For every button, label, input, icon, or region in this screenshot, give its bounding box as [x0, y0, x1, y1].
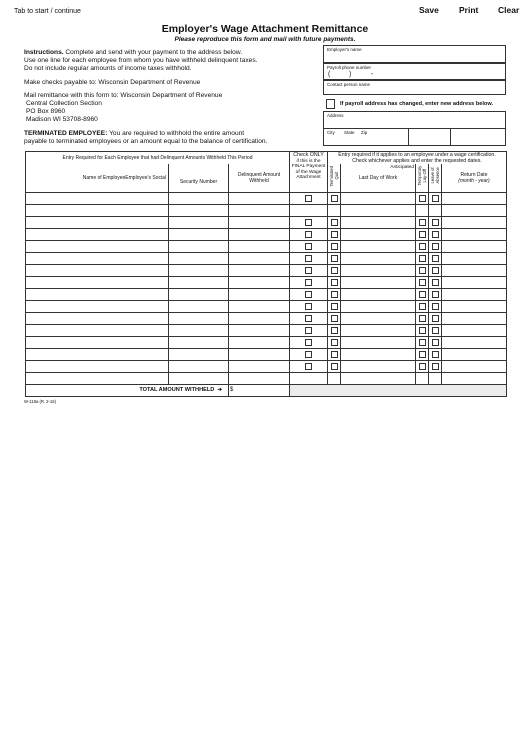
amount-input[interactable]: [229, 336, 290, 348]
lastday-input[interactable]: [341, 240, 416, 252]
leave-checkbox[interactable]: [432, 327, 439, 334]
return-input[interactable]: [442, 192, 507, 204]
final-checkbox[interactable]: [305, 327, 312, 334]
instructions-text: Complete and send with your payment to the address below.: [63, 49, 243, 56]
phone-dash: -: [371, 71, 374, 78]
terminated-cell: [328, 240, 341, 252]
instructions-line2: Use one line for each employee from whom you have withheld delinquent taxes.: [24, 57, 258, 64]
return-input[interactable]: [442, 324, 507, 336]
layoff-cell: [416, 228, 429, 240]
return-input[interactable]: [442, 276, 507, 288]
table-row: [26, 204, 507, 216]
employer-name-field[interactable]: [323, 45, 506, 63]
name-input[interactable]: [26, 312, 169, 324]
leave-cell: [429, 288, 442, 300]
leave-cell: [429, 348, 442, 360]
terminated-cell: [328, 324, 341, 336]
ssn-input[interactable]: [169, 300, 229, 312]
amount-input[interactable]: [229, 312, 290, 324]
layoff-cell: [416, 372, 429, 384]
leave-checkbox[interactable]: [432, 219, 439, 226]
layoff-checkbox[interactable]: [419, 291, 426, 298]
table-row: [26, 348, 507, 360]
return-input[interactable]: [442, 360, 507, 372]
name-input[interactable]: [26, 360, 169, 372]
address-changed-label: If payroll address has changed, enter new address below.: [340, 101, 494, 107]
right-header-line1: Entry required if it applies to an employee under a wage certification.: [338, 152, 496, 158]
lastday-input[interactable]: [341, 372, 416, 384]
layoff-checkbox[interactable]: [419, 219, 426, 226]
terminated-line1: [24, 130, 244, 138]
lastday-input[interactable]: [341, 216, 416, 228]
name-input[interactable]: [26, 324, 169, 336]
col-ssn-label-1: Employee's Social: [125, 174, 166, 181]
name-input[interactable]: [26, 240, 169, 252]
col-name: [26, 164, 169, 192]
leave-cell: [429, 192, 442, 204]
layoff-checkbox[interactable]: [419, 303, 426, 310]
employee-table: [25, 151, 507, 397]
return-input[interactable]: [442, 240, 507, 252]
layoff-cell: [416, 360, 429, 372]
final-checkbox[interactable]: [305, 243, 312, 250]
contact-label: Contact person name: [327, 82, 371, 87]
leave-checkbox[interactable]: [432, 339, 439, 346]
layoff-checkbox[interactable]: [419, 327, 426, 334]
leave-checkbox[interactable]: [432, 195, 439, 202]
layoff-checkbox[interactable]: [419, 315, 426, 322]
lastday-input[interactable]: [341, 192, 416, 204]
terminated-cell: [328, 252, 341, 264]
ssn-input[interactable]: [169, 324, 229, 336]
leave-cell: [429, 276, 442, 288]
layoff-cell: [416, 336, 429, 348]
leave-checkbox[interactable]: [432, 279, 439, 286]
terminated-cell: [328, 348, 341, 360]
leave-cell: [429, 300, 442, 312]
name-input[interactable]: [26, 216, 169, 228]
table-row: [26, 216, 507, 228]
total-gray-area: [290, 384, 507, 396]
col-terminated: [328, 164, 341, 192]
final-checkbox[interactable]: [305, 303, 312, 310]
layoff-checkbox[interactable]: [419, 339, 426, 346]
leave-checkbox[interactable]: [432, 267, 439, 274]
col-terminated-label: [329, 162, 339, 190]
return-input[interactable]: [442, 252, 507, 264]
table-row: [26, 336, 507, 348]
terminated-cell: [328, 288, 341, 300]
terminated-checkbox[interactable]: [331, 219, 338, 226]
leave-cell: [429, 372, 442, 384]
layoff-cell: [416, 204, 429, 216]
phone-label: Payroll phone number: [327, 65, 372, 70]
terminated-cell: [328, 216, 341, 228]
total-label: [26, 384, 229, 396]
leave-cell: [429, 324, 442, 336]
amount-input[interactable]: [229, 360, 290, 372]
lastday-input[interactable]: [341, 324, 416, 336]
check-only-desc: if this is the FINAL Payment of the Wage Attachment: [291, 158, 326, 181]
layoff-cell: [416, 216, 429, 228]
col-amount: [229, 164, 290, 192]
terminated-cell: [328, 300, 341, 312]
name-input[interactable]: [26, 276, 169, 288]
ssn-input[interactable]: [169, 312, 229, 324]
print-button[interactable]: Print: [459, 5, 479, 15]
terminated-cell: [328, 336, 341, 348]
amount-input[interactable]: [229, 324, 290, 336]
final-cell: [290, 360, 328, 372]
col-temp-layoff: [416, 164, 429, 192]
terminated-cell: [328, 264, 341, 276]
amount-input[interactable]: [229, 276, 290, 288]
city-label: City: [327, 130, 335, 135]
mail-line2: Central Collection Section: [26, 100, 102, 107]
return-input[interactable]: [442, 204, 507, 216]
final-checkbox[interactable]: [305, 339, 312, 346]
return-input[interactable]: [442, 372, 507, 384]
terminated-checkbox[interactable]: [331, 351, 338, 358]
lastday-input[interactable]: [341, 336, 416, 348]
final-cell: [290, 288, 328, 300]
name-input[interactable]: [26, 288, 169, 300]
return-input[interactable]: [442, 228, 507, 240]
return-input[interactable]: [442, 216, 507, 228]
leave-checkbox[interactable]: [432, 291, 439, 298]
terminated-cell: [328, 360, 341, 372]
terminated-checkbox[interactable]: [331, 243, 338, 250]
leave-checkbox[interactable]: [432, 243, 439, 250]
arrow-right-icon: ➔: [217, 387, 222, 393]
final-cell: [290, 324, 328, 336]
name-input[interactable]: [26, 228, 169, 240]
return-input[interactable]: [442, 288, 507, 300]
col-leave-label: [430, 162, 440, 190]
ssn-input[interactable]: [169, 264, 229, 276]
terminated-checkbox[interactable]: [331, 291, 338, 298]
layoff-checkbox[interactable]: [419, 231, 426, 238]
ssn-input[interactable]: [169, 288, 229, 300]
amount-input[interactable]: [229, 252, 290, 264]
ssn-input[interactable]: [169, 348, 229, 360]
table-row: [26, 288, 507, 300]
layoff-checkbox[interactable]: [419, 195, 426, 202]
name-input[interactable]: [26, 252, 169, 264]
col-return-label-1: Return Date: [460, 171, 488, 178]
dollar-sign: $: [230, 387, 234, 393]
total-amount-input[interactable]: [229, 384, 290, 396]
form-title: Employer's Wage Attachment Remittance: [161, 23, 369, 35]
amount-input[interactable]: [229, 372, 290, 384]
layoff-cell: [416, 348, 429, 360]
amount-input[interactable]: [229, 216, 290, 228]
col-last-day: [341, 164, 416, 192]
final-cell: [290, 348, 328, 360]
layoff-checkbox[interactable]: [419, 267, 426, 274]
ssn-input[interactable]: [169, 228, 229, 240]
name-input[interactable]: [26, 204, 169, 216]
ssn-input[interactable]: [169, 204, 229, 216]
layoff-checkbox[interactable]: [419, 255, 426, 262]
col-quit-text: Quit: [334, 171, 339, 180]
table-row: [26, 300, 507, 312]
terminated-checkbox[interactable]: [331, 327, 338, 334]
amount-input[interactable]: [229, 240, 290, 252]
col-amount-label-1: Delinquent Amount: [237, 171, 281, 178]
leave-cell: [429, 312, 442, 324]
terminated-checkbox[interactable]: [331, 267, 338, 274]
leave-checkbox[interactable]: [432, 303, 439, 310]
final-cell: [290, 240, 328, 252]
leave-cell: [429, 336, 442, 348]
final-cell: [290, 228, 328, 240]
layoff-cell: [416, 312, 429, 324]
terminated-checkbox[interactable]: [331, 315, 338, 322]
instructions-line3: Do not include regular amounts of income taxes withhold.: [24, 65, 192, 72]
amount-input[interactable]: [229, 192, 290, 204]
return-input[interactable]: [442, 300, 507, 312]
layoff-cell: [416, 324, 429, 336]
final-checkbox[interactable]: [305, 231, 312, 238]
amount-input[interactable]: [229, 264, 290, 276]
mail-line4: Madison WI 53708-8960: [26, 116, 98, 123]
terminated-cell: [328, 372, 341, 384]
lastday-input[interactable]: [341, 300, 416, 312]
lastday-input[interactable]: [341, 360, 416, 372]
return-input[interactable]: [442, 312, 507, 324]
check-only-text: Check ONLY: [293, 152, 324, 158]
terminated-checkbox[interactable]: [331, 255, 338, 262]
ssn-input[interactable]: [169, 372, 229, 384]
leave-checkbox[interactable]: [432, 351, 439, 358]
layoff-cell: [416, 276, 429, 288]
name-input[interactable]: [26, 300, 169, 312]
return-input[interactable]: [442, 264, 507, 276]
col-leave: [429, 164, 442, 192]
final-cell: [290, 276, 328, 288]
terminated-cell: [328, 192, 341, 204]
right-header-line2: Check whichever applies and enter the requested dates.: [352, 158, 482, 164]
table-row: [26, 324, 507, 336]
table-row: [26, 192, 507, 204]
tab-hint: Tab to start / continue: [14, 8, 81, 15]
save-button[interactable]: Save: [419, 5, 439, 15]
col-ssn-label-2: Security Number: [179, 178, 218, 185]
name-input[interactable]: [26, 348, 169, 360]
final-cell: [290, 300, 328, 312]
table-row: [26, 276, 507, 288]
instructions-line1: [24, 49, 242, 57]
table-row: [26, 264, 507, 276]
final-checkbox[interactable]: [305, 255, 312, 262]
name-input[interactable]: [26, 336, 169, 348]
final-checkbox[interactable]: [305, 291, 312, 298]
amount-input[interactable]: [229, 228, 290, 240]
lastday-input[interactable]: [341, 204, 416, 216]
amount-input[interactable]: [229, 204, 290, 216]
final-checkbox[interactable]: [305, 219, 312, 226]
total-row: [26, 384, 507, 396]
final-checkbox[interactable]: [305, 195, 312, 202]
leave-checkbox[interactable]: [432, 255, 439, 262]
return-input[interactable]: [442, 336, 507, 348]
leave-cell: [429, 216, 442, 228]
final-cell: [290, 204, 328, 216]
final-checkbox[interactable]: [305, 279, 312, 286]
terminated-text: You are required to withhold the entire amount: [107, 130, 245, 137]
final-cell: [290, 372, 328, 384]
amount-input[interactable]: [229, 288, 290, 300]
city-state-zip-row: [323, 128, 506, 146]
layoff-checkbox[interactable]: [419, 279, 426, 286]
contact-person-field[interactable]: [323, 80, 506, 95]
zip-label: Zip: [361, 130, 368, 135]
col-layoff-text: Lay-Off: [422, 168, 427, 183]
lastday-input[interactable]: [341, 252, 416, 264]
lastday-input[interactable]: [341, 288, 416, 300]
total-label-text: TOTAL AMOUNT WITHHELD: [139, 387, 215, 393]
col-leave-text: Leave of: [430, 167, 435, 184]
mail-line1: Mail remittance with this form to: Wisconsin Department of Revenue: [24, 92, 223, 99]
ssn-input[interactable]: [169, 252, 229, 264]
leave-checkbox[interactable]: [432, 363, 439, 370]
amount-input[interactable]: [229, 348, 290, 360]
final-cell: [290, 216, 328, 228]
terminated-checkbox[interactable]: [331, 363, 338, 370]
layoff-cell: [416, 264, 429, 276]
table-row: [26, 312, 507, 324]
final-payment-header: [290, 152, 328, 193]
layoff-cell: [416, 288, 429, 300]
col-return-label-2: (month - year): [458, 177, 490, 184]
layoff-cell: [416, 192, 429, 204]
terminated-checkbox[interactable]: [331, 339, 338, 346]
address-label: Address: [327, 113, 344, 118]
terminated-checkbox[interactable]: [331, 279, 338, 286]
leave-cell: [429, 240, 442, 252]
leave-cell: [429, 360, 442, 372]
form-subtitle: Please reproduce this form and mail with future payments.: [174, 36, 356, 43]
table-row: [26, 228, 507, 240]
leave-cell: [429, 204, 442, 216]
amount-input[interactable]: [229, 300, 290, 312]
name-input[interactable]: [26, 264, 169, 276]
employer-name-label: Employer's name: [327, 47, 362, 52]
payable-text: Make checks payable to: Wisconsin Department of Revenue: [24, 79, 201, 86]
layoff-checkbox[interactable]: [419, 351, 426, 358]
terminated-checkbox[interactable]: [331, 195, 338, 202]
col-anticipated-label: Anticipated: [390, 165, 414, 170]
table-row: [26, 252, 507, 264]
ssn-input[interactable]: [169, 240, 229, 252]
col-temp-text: Temporary: [417, 165, 422, 186]
col-return: [442, 164, 507, 192]
ssn-input[interactable]: [169, 360, 229, 372]
address-field[interactable]: [323, 111, 506, 129]
lastday-input[interactable]: [341, 276, 416, 288]
mail-line3: PO Box 8960: [26, 108, 66, 115]
col-ssn: [169, 164, 229, 192]
instructions-heading: Instructions.: [24, 49, 64, 56]
layoff-cell: [416, 252, 429, 264]
leave-checkbox[interactable]: [432, 231, 439, 238]
layoff-cell: [416, 240, 429, 252]
final-cell: [290, 312, 328, 324]
terminated-checkbox[interactable]: [331, 231, 338, 238]
terminated-cell: [328, 228, 341, 240]
lastday-input[interactable]: [341, 264, 416, 276]
return-input[interactable]: [442, 348, 507, 360]
final-cell: [290, 336, 328, 348]
layoff-cell: [416, 300, 429, 312]
address-changed-checkbox[interactable]: [326, 99, 335, 109]
terminated-heading: TERMINATED EMPLOYEE:: [24, 130, 108, 137]
final-checkbox[interactable]: [305, 351, 312, 358]
final-checkbox[interactable]: [305, 315, 312, 322]
left-header: [26, 152, 290, 165]
col-terminated-text: Terminated: [329, 165, 334, 187]
table-row: [26, 240, 507, 252]
leave-cell: [429, 252, 442, 264]
terminated-cell: [328, 276, 341, 288]
terminated-cell: [328, 312, 341, 324]
leave-cell: [429, 264, 442, 276]
layoff-checkbox[interactable]: [419, 243, 426, 250]
phone-field[interactable]: [323, 63, 506, 80]
state-divider: [450, 129, 451, 145]
ssn-input[interactable]: [169, 216, 229, 228]
ssn-input[interactable]: [169, 276, 229, 288]
terminated-cell: [328, 204, 341, 216]
col-temp-layoff-label: [417, 162, 427, 190]
terminated-line2: payable to terminated employees or an amount equal to the balance of certification.: [24, 138, 268, 145]
col-absence-text: Absence: [435, 167, 440, 184]
lastday-input[interactable]: [341, 312, 416, 324]
phone-paren-close: ): [349, 71, 352, 78]
terminated-checkbox[interactable]: [331, 303, 338, 310]
final-checkbox[interactable]: [305, 363, 312, 370]
final-cell: [290, 264, 328, 276]
leave-checkbox[interactable]: [432, 315, 439, 322]
table-row: [26, 372, 507, 384]
table-row: [26, 360, 507, 372]
ssn-input[interactable]: [169, 192, 229, 204]
lastday-input[interactable]: [341, 228, 416, 240]
clear-button[interactable]: Clear: [498, 5, 520, 15]
lastday-input[interactable]: [341, 348, 416, 360]
leave-cell: [429, 228, 442, 240]
col-amount-label-2: Withheld: [249, 177, 269, 184]
name-input[interactable]: [26, 372, 169, 384]
layoff-checkbox[interactable]: [419, 363, 426, 370]
final-cell: [290, 192, 328, 204]
col-name-label: Name of Employee: [82, 174, 126, 181]
phone-paren-open: (: [328, 71, 331, 78]
form-number: W-118a (R. 2-16): [24, 399, 56, 404]
final-checkbox[interactable]: [305, 267, 312, 274]
ssn-input[interactable]: [169, 336, 229, 348]
city-divider: [408, 129, 409, 145]
left-header-text: Entry Required for Each Employee that had Delinquent Amounts Withheld This Period: [62, 155, 253, 161]
name-input[interactable]: [26, 192, 169, 204]
final-cell: [290, 252, 328, 264]
state-label: State: [344, 130, 355, 135]
col-last-day-label: Last Day of Work: [358, 174, 398, 181]
